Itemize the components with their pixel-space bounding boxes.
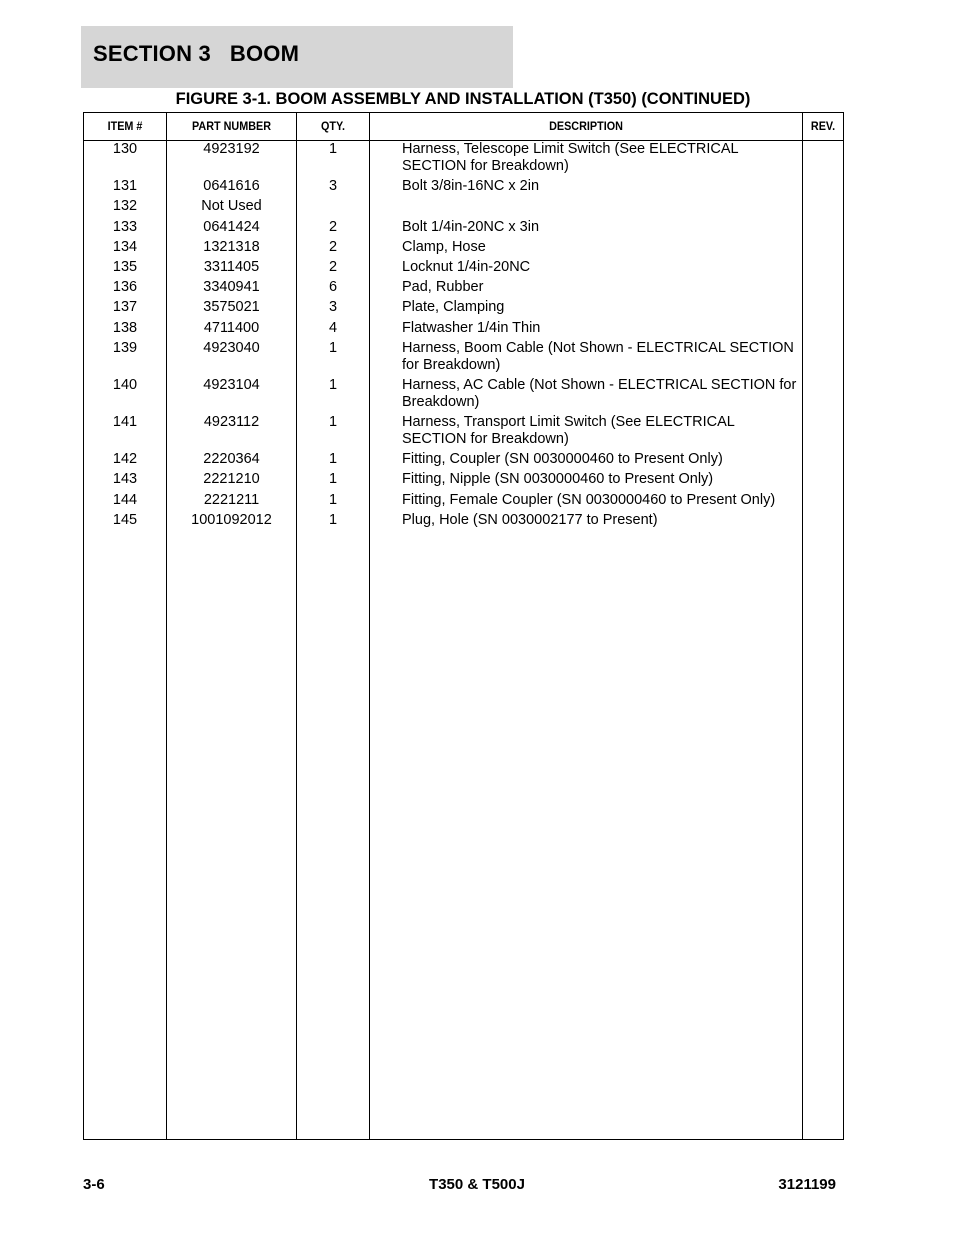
table-row: [84, 299, 843, 319]
qty-cell: 2: [328, 258, 338, 275]
part-number-cell: 4923104: [203, 376, 260, 393]
description-cell: Bolt 1/4in-20NC x 3in: [402, 218, 540, 235]
description-cell: Bolt 3/8in-16NC x 2in: [402, 178, 540, 195]
qty-cell: 6: [328, 279, 338, 296]
part-number-cell: 1001092012: [191, 511, 272, 528]
qty-cell: 3: [328, 178, 338, 195]
item-number-cell: 140: [112, 376, 138, 393]
item-number-cell: 143: [112, 471, 138, 488]
item-number-cell: 131: [112, 178, 138, 195]
column-header-qty: QTY.: [320, 119, 345, 133]
part-number-cell: 0641424: [203, 218, 260, 235]
table-row: [84, 198, 843, 218]
qty-cell: 4: [328, 319, 338, 336]
part-number-cell: 4923112: [203, 414, 260, 431]
item-number-cell: 138: [112, 319, 138, 336]
item-number-cell: 141: [112, 414, 138, 431]
model-name: T350 & T500J: [429, 1176, 525, 1193]
part-number-cell: 3311405: [203, 258, 260, 275]
qty-cell: 1: [328, 471, 338, 488]
description-cell: Locknut 1/4in-20NC: [402, 258, 531, 275]
part-number-cell: 4923040: [203, 339, 260, 356]
parts-table: [83, 112, 844, 1140]
item-number-cell: 130: [112, 141, 138, 157]
table-row: [84, 340, 843, 377]
item-number-cell: 137: [112, 299, 138, 316]
item-number-cell: 145: [112, 511, 138, 528]
column-header-description: DESCRIPTION: [549, 119, 623, 133]
table-row: [84, 239, 843, 259]
description-cell: Fitting, Nipple (SN 0030000460 to Present Only): [402, 471, 714, 488]
description-cell: Plate, Clamping: [402, 299, 505, 316]
item-number-cell: 134: [112, 238, 138, 255]
qty-cell: 1: [328, 451, 338, 468]
qty-cell: 2: [328, 218, 338, 235]
part-number-cell: 1321318: [203, 238, 260, 255]
table-row: [84, 512, 843, 532]
description-cell: Plug, Hole (SN 0030002177 to Present): [402, 511, 658, 528]
description-cell: Harness, Boom Cable (Not Shown - ELECTRICAL SECTION for Breakdown): [402, 339, 794, 373]
item-number-cell: 139: [112, 339, 138, 356]
section-title: SECTION 3 BOOM: [93, 41, 300, 66]
table-row: [84, 471, 843, 491]
item-number-cell: 133: [112, 218, 138, 235]
item-number-cell: 132: [112, 198, 138, 215]
table-row: [84, 414, 843, 451]
table-row: [84, 320, 843, 340]
item-number-cell: 144: [112, 491, 138, 508]
table-body: [84, 141, 843, 532]
qty-cell: 1: [328, 339, 338, 356]
qty-cell: 1: [328, 414, 338, 431]
document-number: 3121199: [778, 1176, 836, 1193]
description-cell: Flatwasher 1/4in Thin: [402, 319, 541, 336]
qty-cell: 1: [328, 376, 338, 393]
description-cell: Pad, Rubber: [402, 279, 484, 296]
part-number-cell: 3340941: [203, 279, 260, 296]
part-number-cell: Not Used: [201, 198, 262, 215]
column-header-item: ITEM #: [107, 119, 143, 133]
qty-cell: 2: [328, 238, 338, 255]
part-number-cell: 4711400: [203, 319, 260, 336]
qty-cell: 1: [328, 141, 338, 157]
figure-title: FIGURE 3-1. BOOM ASSEMBLY AND INSTALLATION (T350) (CONTINUED): [175, 90, 751, 108]
description-cell: Clamp, Hose: [402, 238, 486, 255]
page-number: 3-6: [83, 1176, 105, 1193]
section-banner: [81, 26, 513, 88]
description-cell: Harness, Transport Limit Switch (See ELECTRICAL SECTION for Breakdown): [402, 414, 735, 448]
table-row: [84, 451, 843, 471]
part-number-cell: 2221210: [203, 471, 260, 488]
description-cell: Harness, Telescope Limit Switch (See ELECTRICAL SECTION for Breakdown): [402, 141, 739, 174]
table-row: [84, 178, 843, 198]
item-number-cell: 136: [112, 279, 138, 296]
description-cell: Fitting, Coupler (SN 0030000460 to Present Only): [402, 451, 723, 468]
part-number-cell: 0641616: [203, 178, 260, 195]
description-cell: Harness, AC Cable (Not Shown - ELECTRICAL SECTION for Breakdown): [402, 376, 797, 410]
description-cell: Fitting, Female Coupler (SN 0030000460 to Present Only): [402, 491, 776, 508]
column-header-part-number: PART NUMBER: [191, 119, 272, 133]
table-row: [84, 377, 843, 414]
item-number-cell: 142: [112, 451, 138, 468]
description-cell: [402, 198, 800, 215]
column-header-rev: REV.: [810, 119, 836, 133]
table-row: [84, 492, 843, 512]
table-row: [84, 259, 843, 279]
part-number-cell: 4923192: [203, 141, 260, 157]
qty-cell: 3: [328, 299, 338, 316]
table-header-row: [84, 113, 843, 141]
table-row: [84, 279, 843, 299]
part-number-cell: 2220364: [203, 451, 260, 468]
table-row: [84, 219, 843, 239]
qty-cell: 1: [328, 511, 338, 528]
table-row: [84, 141, 843, 178]
qty-cell: 1: [328, 491, 338, 508]
item-number-cell: 135: [112, 258, 138, 275]
part-number-cell: 2221211: [203, 491, 260, 508]
part-number-cell: 3575021: [203, 299, 260, 316]
